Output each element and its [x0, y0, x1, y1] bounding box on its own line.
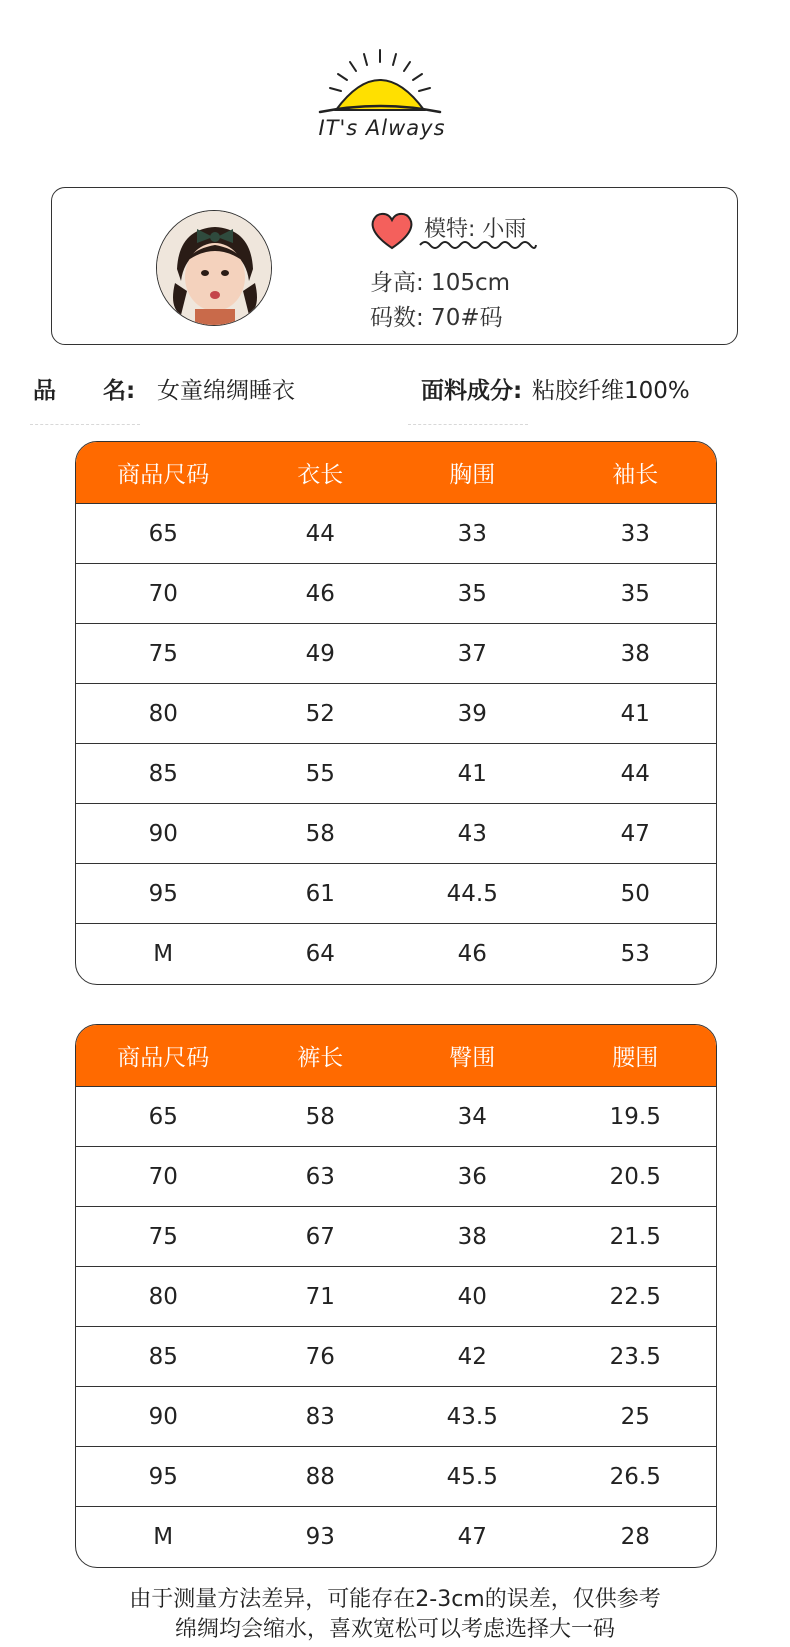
table-row	[76, 864, 716, 924]
table-row	[76, 624, 716, 684]
header-cell: 商品尺码	[117, 1045, 210, 1071]
table-cell: 49	[305, 640, 335, 667]
sun-icon	[312, 44, 452, 124]
table-cell: 23.5	[609, 1343, 661, 1370]
table-cell: 70	[148, 1163, 178, 1190]
table-cell: 80	[148, 1283, 178, 1310]
table-row	[76, 1447, 716, 1507]
table-cell: 75	[148, 640, 178, 667]
header-cell: 袖长	[612, 462, 659, 488]
shrink-note: 绵绸均会缩水，喜欢宽松可以考虑选择大一码	[174, 1617, 615, 1642]
table-cell: 45.5	[446, 1463, 498, 1490]
table-cell: 43	[457, 820, 487, 847]
table-cell: 25	[620, 1403, 650, 1430]
table-cell: 35	[457, 580, 487, 607]
table-cell: 53	[620, 941, 650, 967]
table-cell: 71	[305, 1283, 335, 1310]
fabric-label: 面料成分:	[421, 378, 523, 404]
bottom-size-table	[75, 1024, 717, 1568]
table-cell: 37	[457, 640, 487, 667]
table-row	[76, 504, 716, 564]
table-cell: 19.5	[609, 1103, 661, 1130]
table-cell: 67	[305, 1223, 335, 1250]
table-cell: 85	[148, 760, 178, 787]
wavy-underline	[418, 238, 538, 252]
table-row	[76, 1147, 716, 1207]
table-row	[76, 564, 716, 624]
table-cell: 39	[457, 700, 487, 727]
table-cell: 20.5	[609, 1163, 661, 1190]
table-row	[76, 744, 716, 804]
header-cell: 衣长	[297, 462, 344, 488]
table-cell: 41	[457, 760, 487, 787]
table-cell: 47	[620, 820, 650, 847]
header-cell: 胸围	[449, 462, 496, 488]
table-row	[76, 1207, 716, 1267]
table-cell: 80	[148, 700, 178, 727]
table-cell: 63	[305, 1163, 335, 1190]
table-cell: 38	[620, 640, 650, 667]
product-name-value: 女童绵绸睡衣	[157, 378, 295, 404]
table-cell: 22.5	[609, 1283, 661, 1310]
table-header	[76, 1025, 716, 1087]
logo-text: IT's Always	[318, 116, 446, 140]
header-cell: 商品尺码	[117, 462, 210, 488]
table-cell: 58	[305, 820, 335, 847]
table-row	[76, 1267, 716, 1327]
table-cell: 47	[457, 1524, 487, 1550]
table-cell: 61	[305, 880, 335, 907]
table-cell: 64	[305, 941, 335, 967]
table-cell: 36	[457, 1163, 487, 1190]
table-cell: 44.5	[446, 880, 498, 907]
table-cell: 50	[620, 880, 650, 907]
table-row	[76, 1327, 716, 1387]
divider	[408, 424, 528, 425]
table-cell: 26.5	[609, 1463, 661, 1490]
table-cell: 90	[148, 1403, 178, 1430]
table-cell: 21.5	[609, 1223, 661, 1250]
measurement-note: 由于测量方法差异，可能存在2-3cm的误差，仅供参考	[129, 1587, 661, 1612]
table-cell: 28	[620, 1524, 650, 1550]
divider	[30, 424, 140, 425]
table-row	[76, 1387, 716, 1447]
model-card	[51, 187, 738, 345]
table-cell: 76	[305, 1343, 335, 1370]
table-cell: 40	[457, 1283, 487, 1310]
table-row	[76, 1507, 716, 1567]
table-cell: 33	[620, 520, 650, 547]
table-cell: 55	[305, 760, 335, 787]
table-cell: 46	[457, 941, 487, 967]
table-cell: 42	[457, 1343, 487, 1370]
table-cell: 52	[305, 700, 335, 727]
table-cell: 43.5	[446, 1403, 498, 1430]
top-size-table	[75, 441, 717, 985]
table-row	[76, 684, 716, 744]
table-cell: 33	[457, 520, 487, 547]
table-cell: 95	[148, 1463, 178, 1490]
table-cell: 85	[148, 1343, 178, 1370]
table-cell: 38	[457, 1223, 487, 1250]
product-name-label-2: 名:	[103, 378, 136, 404]
heart-icon	[368, 208, 416, 252]
table-cell: 75	[148, 1223, 178, 1250]
fabric-value: 粘胶纤维100%	[532, 378, 690, 404]
table-cell: M	[153, 1524, 174, 1550]
table-cell: 70	[148, 580, 178, 607]
table-cell: M	[153, 941, 174, 967]
header-cell: 裤长	[297, 1045, 344, 1071]
table-header	[76, 442, 716, 504]
table-cell: 90	[148, 820, 178, 847]
table-cell: 65	[148, 520, 178, 547]
model-avatar	[156, 210, 272, 326]
table-cell: 83	[305, 1403, 335, 1430]
table-cell: 88	[305, 1463, 335, 1490]
model-height: 身高: 105cm	[370, 270, 511, 296]
table-cell: 34	[457, 1103, 487, 1130]
brand-logo	[312, 44, 452, 144]
product-name-label-1: 品	[33, 378, 56, 404]
table-cell: 65	[148, 1103, 178, 1130]
table-cell: 46	[305, 580, 335, 607]
table-cell: 93	[305, 1524, 335, 1550]
model-name: 模特: 小雨	[424, 217, 527, 242]
table-cell: 41	[620, 700, 650, 727]
table-row	[76, 1087, 716, 1147]
model-size: 码数: 70#码	[370, 305, 503, 331]
table-row	[76, 804, 716, 864]
header-cell: 腰围	[612, 1045, 659, 1071]
table-cell: 44	[620, 760, 650, 787]
table-cell: 58	[305, 1103, 335, 1130]
table-row	[76, 924, 716, 984]
header-cell: 臀围	[449, 1045, 496, 1071]
table-cell: 44	[305, 520, 335, 547]
table-cell: 95	[148, 880, 178, 907]
table-cell: 35	[620, 580, 650, 607]
